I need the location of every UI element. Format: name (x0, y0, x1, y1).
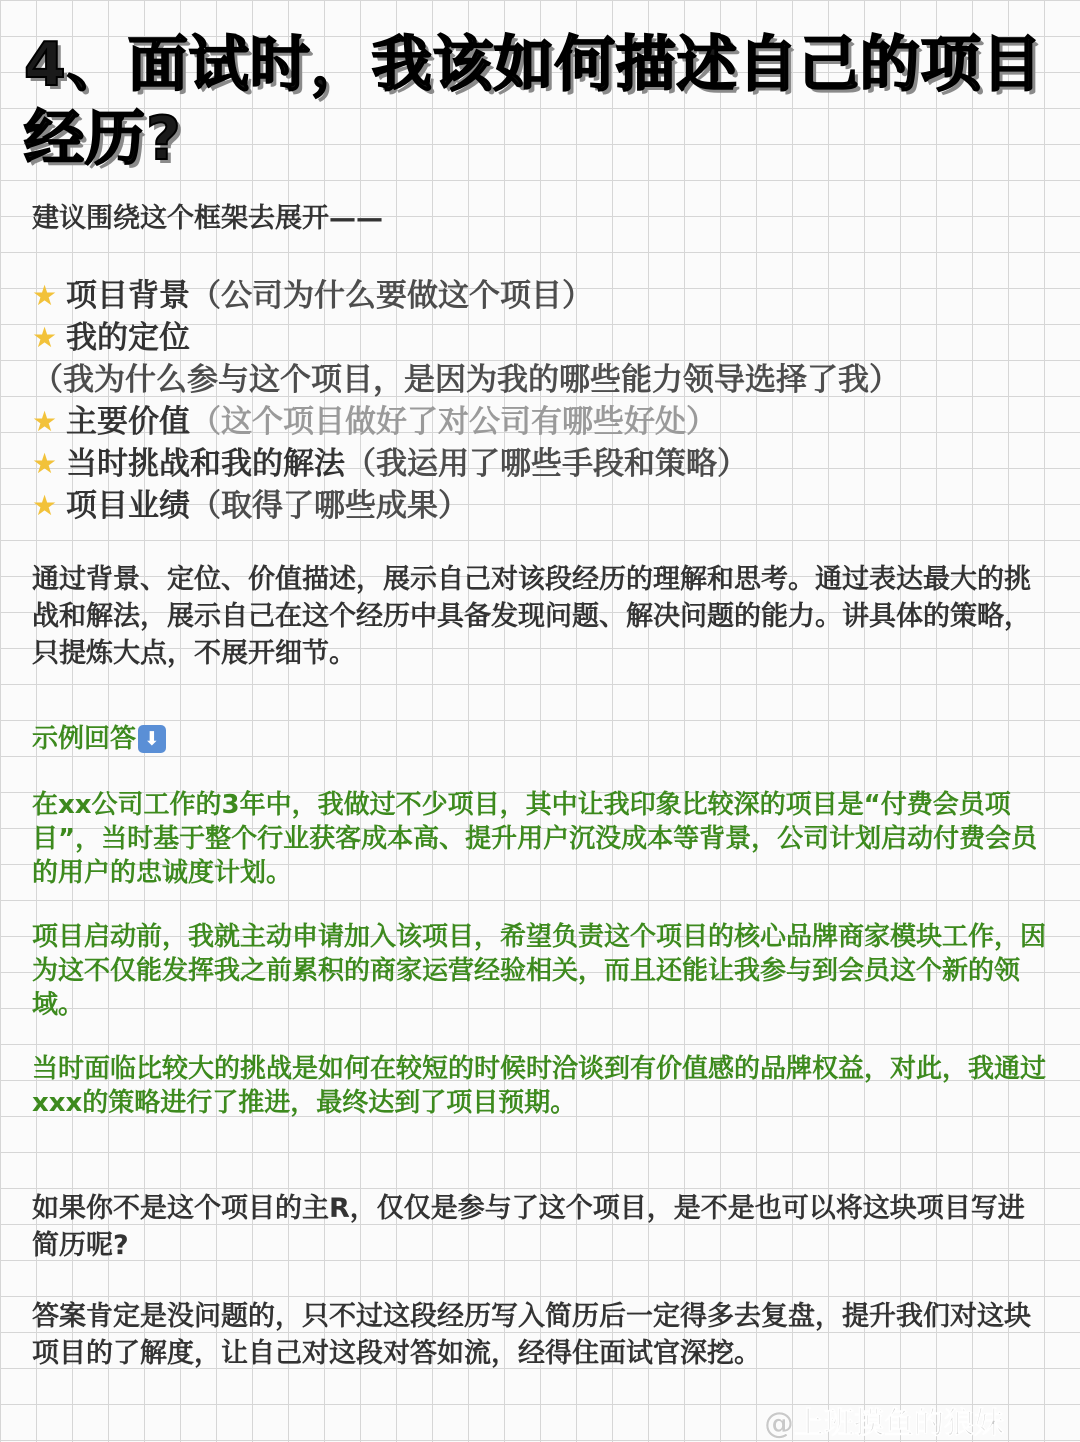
point-note: （我运用了哪些手段和策略） (345, 446, 748, 482)
star-icon: ★ (32, 279, 58, 312)
question-paragraph: 如果你不是这个项目的主R，仅仅是参与了这个项目，是不是也可以将这块项目写进简历呢? (32, 1193, 1025, 1261)
star-icon: ★ (32, 489, 58, 522)
list-item (32, 317, 1046, 401)
example-paragraph-1: 在xx公司工作的3年中，我做过不少项目，其中让我印象比较深的项目是“付费会员项目”，当时基于整个行业获客成本高、提升用户沉没成本等背景，公司计划启动付费会员的用户的忠诚度计划。 (32, 790, 1038, 888)
point-label: 项目业绩 (66, 488, 190, 524)
point-note: （公司为什么要做这个项目） (190, 278, 593, 314)
list-item (32, 443, 1046, 485)
example-heading-text: 示例回答 (32, 724, 137, 754)
list-item (32, 275, 1046, 317)
watermark-text: @上班摸鱼的狼妹 (764, 1406, 1004, 1441)
page-title: 4、面试时，我该如何描述自己的项目经历? (24, 30, 1043, 174)
point-note: （我为什么参与这个项目，是因为我的哪些能力领导选择了我） (32, 362, 900, 398)
list-item (32, 485, 1046, 527)
point-label: 项目背景 (66, 278, 190, 314)
arrow-down-icon: ⬇ (138, 725, 166, 753)
point-note: （取得了哪些成果） (190, 488, 469, 524)
point-label: 主要价值 (66, 404, 190, 440)
framework-list (32, 275, 1046, 527)
list-item (32, 401, 1046, 443)
star-icon: ★ (32, 321, 58, 354)
answer-paragraph: 答案肯定是没问题的，只不过这段经历写入简历后一定得多去复盘，提升我们对这块项目的了解度，让自己对这段对答如流，经得住面试官深挖。 (32, 1301, 1031, 1369)
point-label: 当时挑战和我的解法 (66, 446, 345, 482)
point-note: （这个项目做好了对公司有哪些好处） (190, 404, 717, 440)
point-label: 我的定位 (66, 320, 190, 356)
example-heading (32, 722, 1046, 756)
intro-text: 建议围绕这个框架去展开—— (32, 203, 383, 234)
summary-paragraph: 通过背景、定位、价值描述，展示自己对该段经历的理解和思考。通过表达最大的挑战和解法，展示自己在这个经历中具备发现问题、解决问题的能力。讲具体的策略，只提炼大点，不展开细节。 (32, 564, 1031, 669)
star-icon: ★ (32, 447, 58, 480)
example-paragraph-3: 当时面临比较大的挑战是如何在较短的时候时洽谈到有价值感的品牌权益，对此，我通过xxx的策略进行了推进，最终达到了项目预期。 (32, 1054, 1047, 1118)
example-paragraph-2: 项目启动前，我就主动申请加入该项目，希望负责这个项目的核心品牌商家模块工作，因为这不仅能发挥我之前累积的商家运营经验相关，而且还能让我参与到会员这个新的领域。 (32, 922, 1047, 1020)
star-icon: ★ (32, 405, 58, 438)
